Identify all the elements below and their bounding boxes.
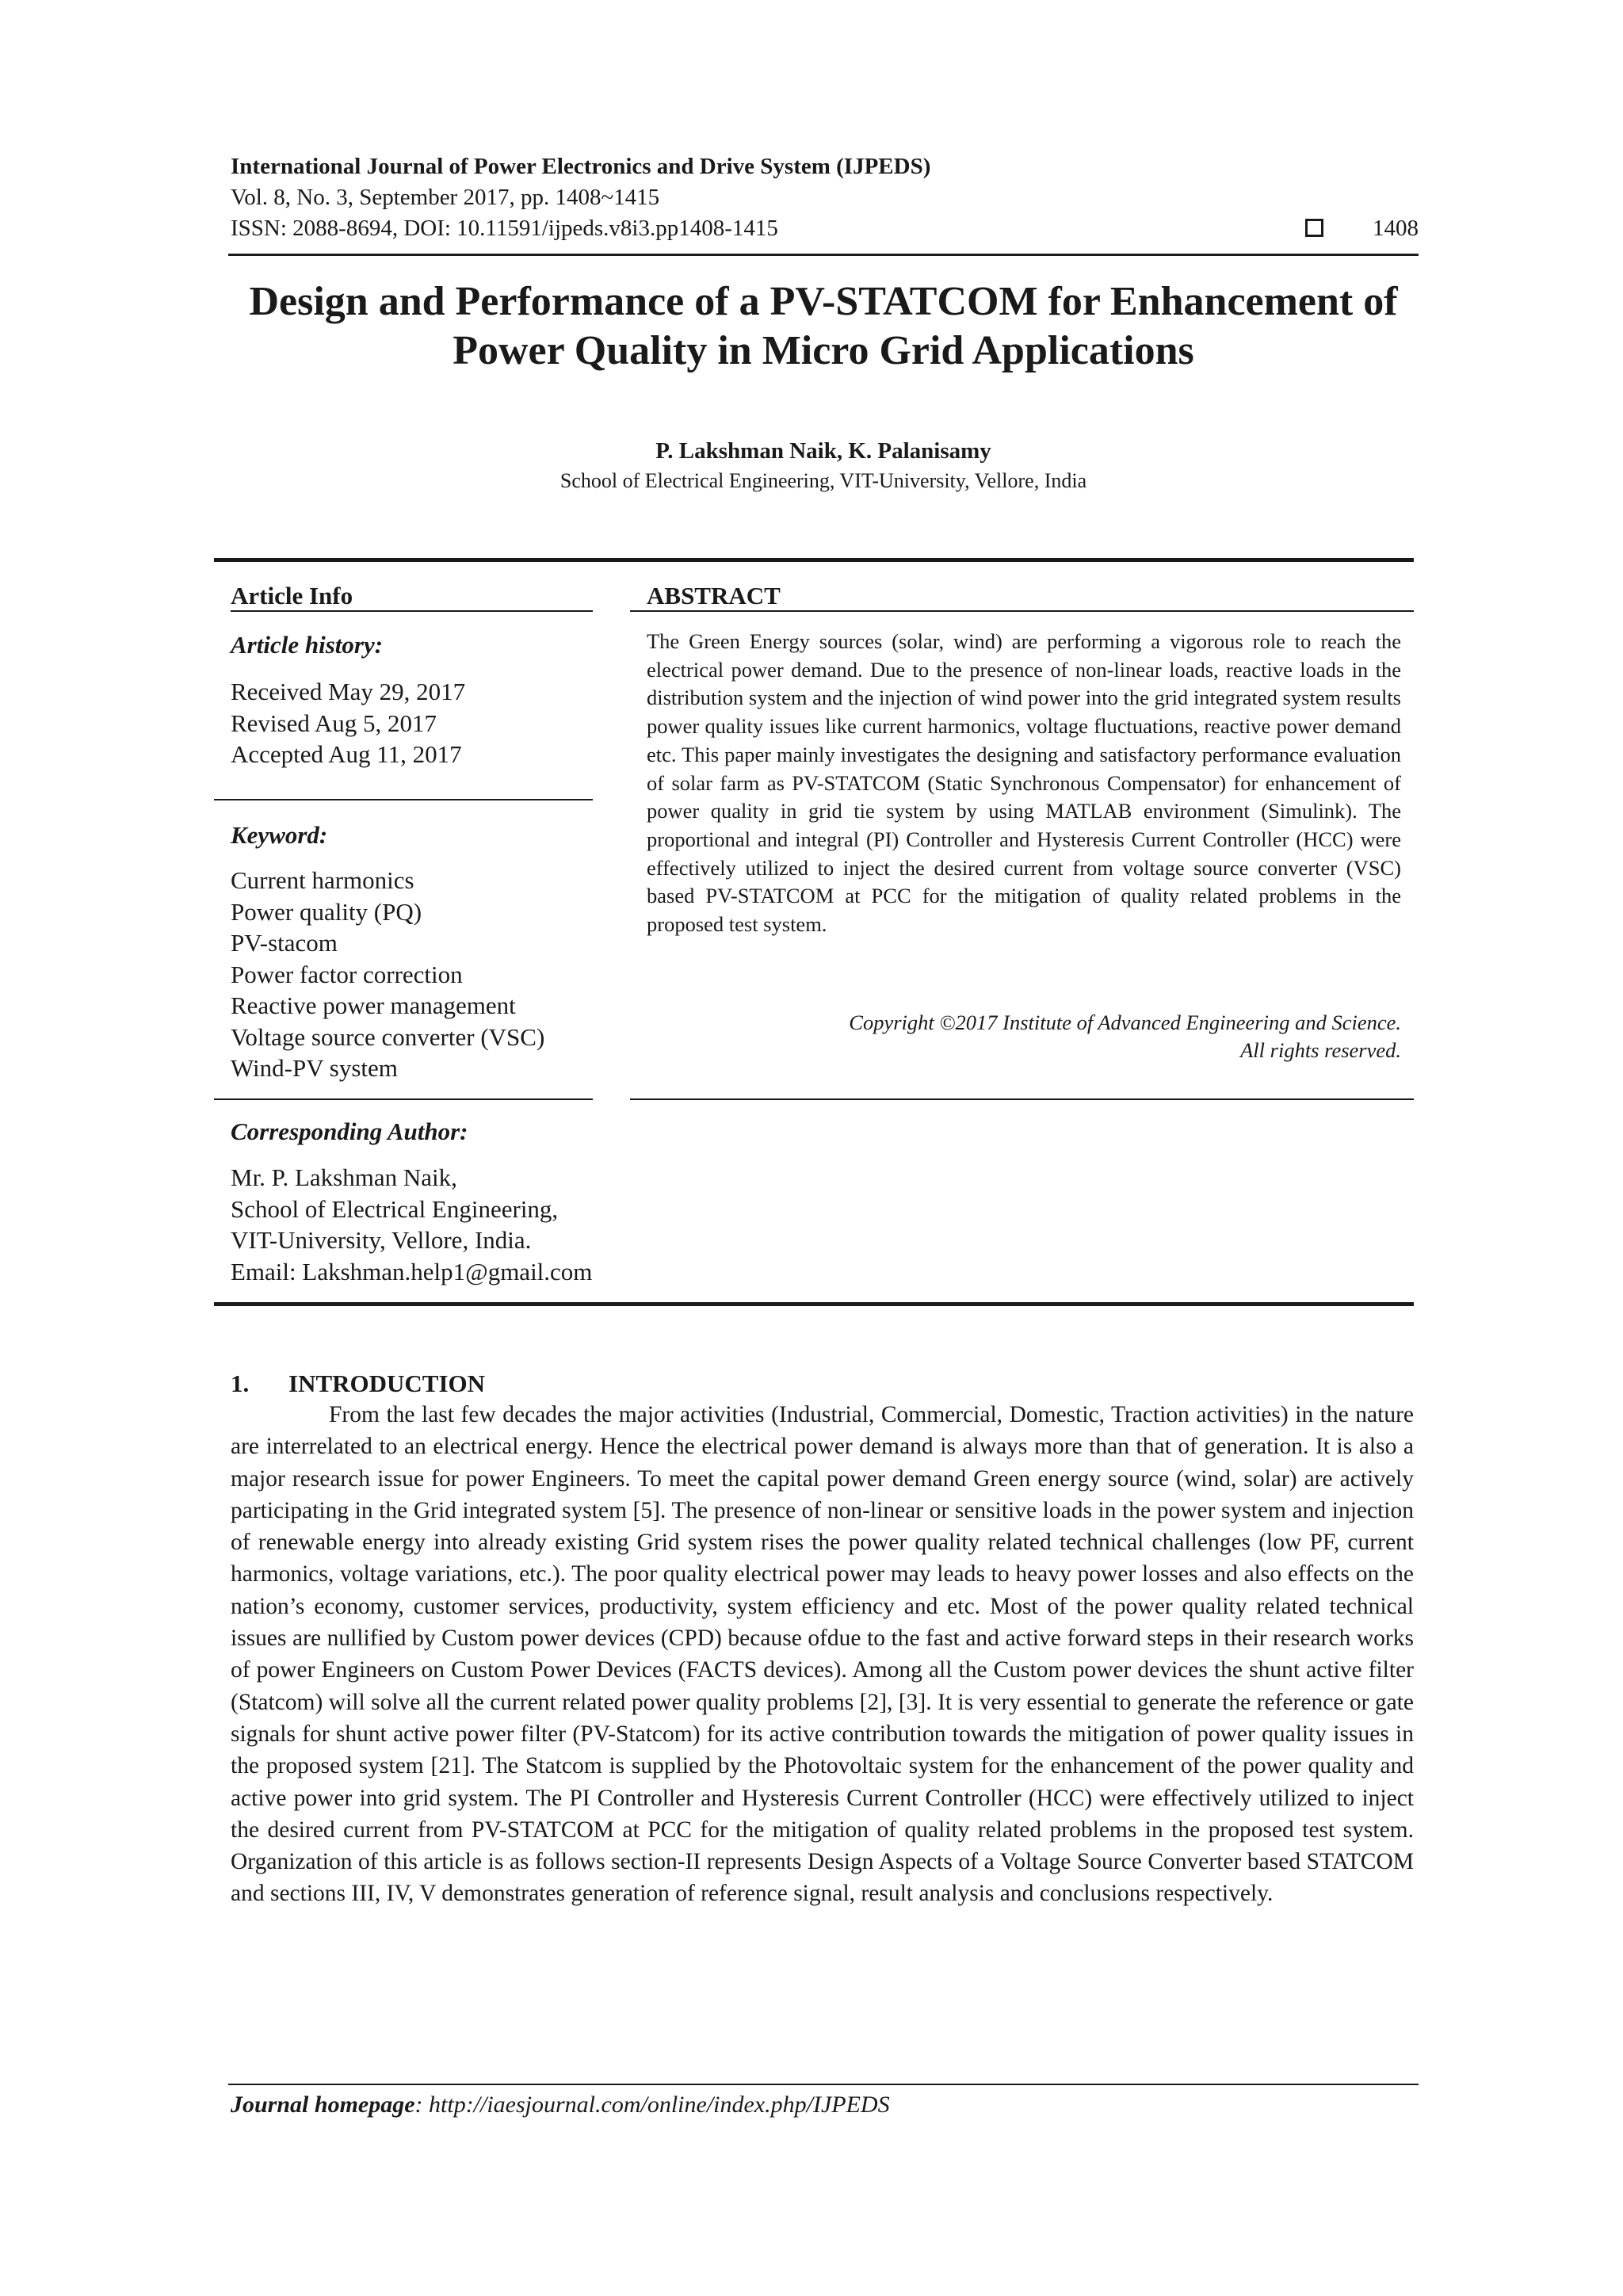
page-number: 1408 [1373,216,1419,241]
history-divider [214,799,593,800]
author-affiliation: School of Electrical Engineering, VIT-University, Vellore, India [559,469,1087,492]
abstract-heading-rule [630,610,1414,612]
corresponding-name: Mr. P. Lakshman Naik, [231,1163,457,1191]
copyright-line-1: Copyright ©2017 Institute of Advanced Engineering and Science. [849,1010,1401,1034]
article-history-heading: Article history: [231,631,384,659]
footer-divider [228,2084,1419,2085]
article-info-heading-rule [231,610,593,612]
corresponding-email: Email: Lakshman.help1@gmail.com [231,1257,593,1286]
section-title: INTRODUCTION [288,1370,486,1397]
copyright-line-2: All rights reserved. [1240,1038,1401,1062]
history-received: Received May 29, 2017 [231,678,466,705]
corresponding-author-heading: Corresponding Author: [231,1117,468,1145]
abstract-heading: ABSTRACT [647,582,781,609]
square-bullet-icon [1305,219,1323,237]
homepage-url[interactable]: : http://iaesjournal.com/online/index.php/IJPEDS [414,2092,890,2118]
journal-volume: Vol. 8, No. 3, September 2017, pp. 1408~1415 [231,185,660,210]
keyword-item: Reactive power management [231,991,516,1019]
abstract-bottom-rule [630,1098,1414,1100]
history-accepted: Accepted Aug 11, 2017 [231,740,462,768]
section-number: 1. [231,1370,250,1397]
article-info-heading: Article Info [231,582,353,609]
keyword-item: Current harmonics [231,866,414,894]
keyword-item: Power quality (PQ) [231,897,422,926]
history-revised: Revised Aug 5, 2017 [231,709,437,737]
keyword-item: PV-stacom [231,929,338,957]
homepage-label: Journal homepage [231,2092,415,2118]
introduction-heading [231,1370,485,1398]
info-box-top-rule [214,558,1414,562]
journal-name: International Journal of Power Electronics and Drive System (IJPEDS) [231,154,931,179]
paper-title: Design and Performance of a PV-STATCOM for Enhancement of Power Quality in Micro Grid Applications [249,279,1398,373]
keyword-item: Wind-PV system [231,1054,398,1082]
paper-authors: P. Lakshman Naik, K. Palanisamy [655,438,991,464]
keyword-item: Voltage source converter (VSC) [231,1022,545,1051]
journal-homepage [231,2091,890,2119]
introduction-body: From the last few decades the major activities (Industrial, Commercial, Domestic, Traction activities) in the nature are interrelated to an electrical energy. Hence the electrical power demand is always more than that of generation. It is also a major research issue for power Engineers. To meet the capital power demand Green energy source (wind, solar) are actively participating in the Grid integrated system [5]. The presence of non-linear or sensitive loads in the power system and injection of renewable energy into already existing Grid system rises the power quality related technical challenges (low PF, current harmonics, voltage variations, etc.). The poor quality electrical power may leads to heavy power losses and also effects on the nation’s economy, customer services, productivity, system efficiency and etc. Most of the power quality related technical issues are nullified by Custom power devices (CPD) because ofdue to the fast and active forward steps in their research works of power Engineers on Custom Power Devices (FACTS devices). Among all the Custom power devices the shunt active filter (Statcom) will solve all the current related power quality problems [2], [3]. It is very essential to generate the reference or gate signals for shunt active power filter (PV-Statcom) for its active contribution towards the mitigation of power quality issues in the proposed system [21]. The Statcom is supplied by the Photovoltaic system for the enhancement of the power quality and active power into grid system. The PI Controller and Hysteresis Current Controller (HCC) were effectively utilized to inject the desired current from PV-STATCOM at PCC for the mitigation of quality related problems in the proposed test system. Organization of this article is as follows section-II represents Design Aspects of a Voltage Source Converter based STATCOM and sections III, IV, V demonstrates generation of reference signal, result analysis and conclusions respectively. [231,1402,1414,1907]
info-box-bottom-rule [214,1302,1414,1306]
corresponding-university: VIT-University, Vellore, India. [231,1226,532,1254]
keyword-divider [214,1098,593,1100]
journal-issn-doi: ISSN: 2088-8694, DOI: 10.11591/ijpeds.v8i3.pp1408-1415 [231,216,778,241]
copyright-notice [647,1009,1401,1064]
corresponding-school: School of Electrical Engineering, [231,1194,559,1223]
header-divider [228,254,1419,256]
keyword-item: Power factor correction [231,960,463,988]
abstract-body: The Green Energy sources (solar, wind) are performing a vigorous role to reach the electrical power demand. Due to the presence of non-linear loads, reactive loads in the distribution system and the injection of wind power into the grid integrated system results power quality issues like current harmonics, voltage fluctuations, reactive power demand etc. This paper mainly investigates the designing and satisfactory performance evaluation of solar farm as PV-STATCOM (Static Synchronous Compensator) for enhancement of power quality in grid tie system by using MATLAB environment (Simulink). The proportional and integral (PI) Controller and Hysteresis Current Controller (HCC) were effectively utilized to inject the desired current from voltage source converter (VSC) based PV-STATCOM at PCC for the mitigation of quality related problems in the proposed test system. [647,629,1401,937]
keyword-heading: Keyword: [231,821,328,849]
